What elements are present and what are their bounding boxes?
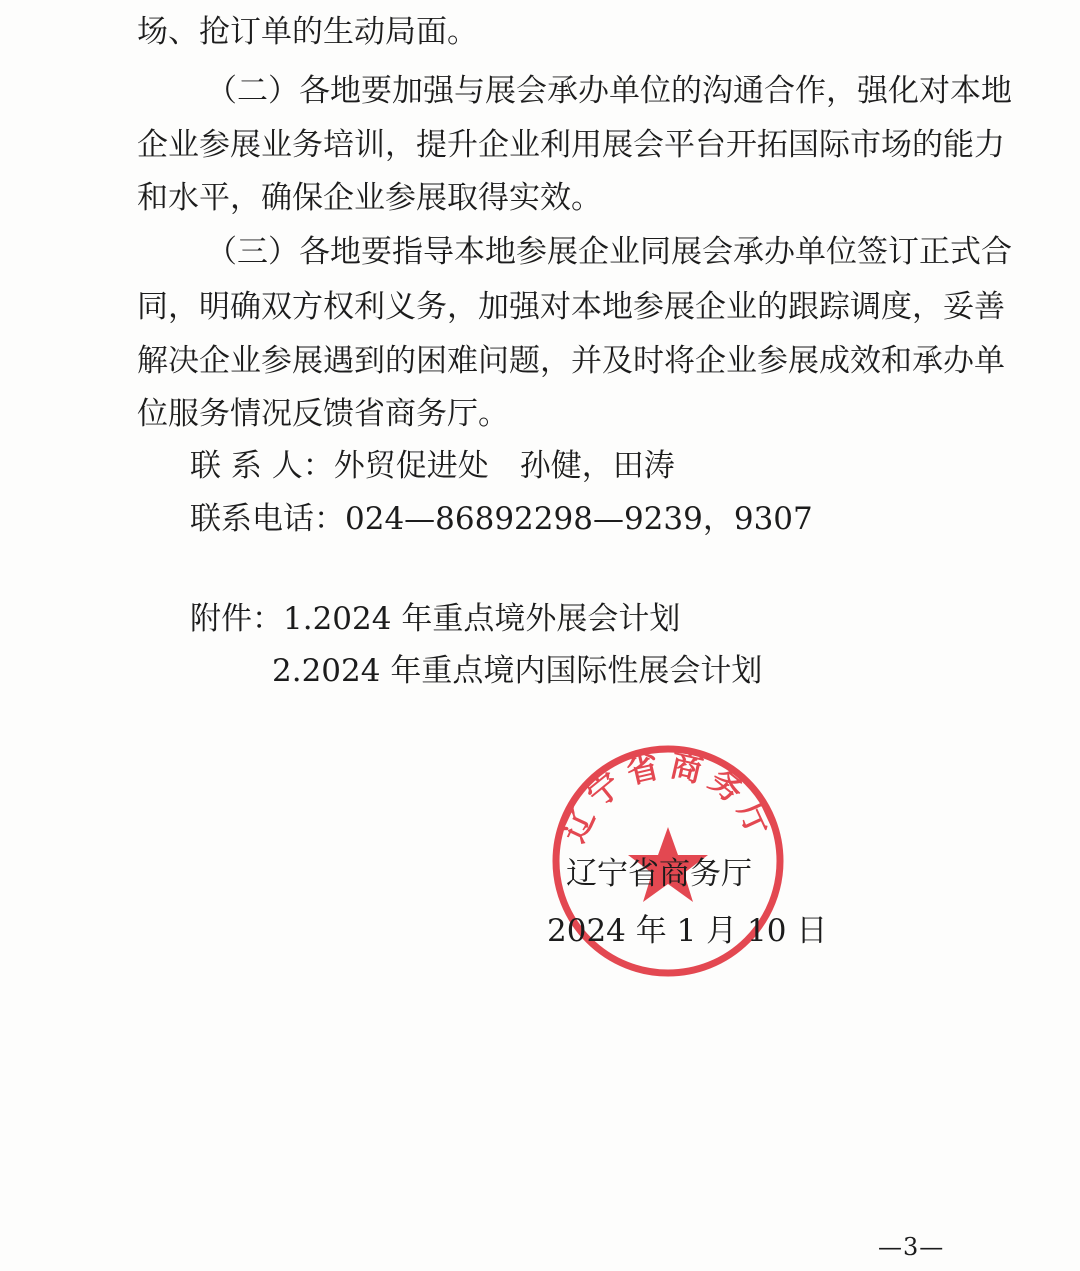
signature-date: 2024 年 1 月 10 日 (547, 913, 828, 949)
paragraph-line: 同，明确双方权利义务，加强对本地参展企业的跟踪调度，妥善 (137, 289, 1005, 325)
page-number: —3— (878, 1233, 945, 1261)
paragraph-line: 场、抢订单的生动局面。 (137, 14, 478, 50)
paragraph-line: （二）各地要加强与展会承办单位的沟通合作，强化对本地 (206, 73, 1012, 109)
seal-text: 辽宁省商务厅 (554, 745, 782, 848)
attachment-item: 2.2024 年重点境内国际性展会计划 (272, 653, 763, 689)
contact-person: 联 系 人：外贸促进处 孙健，田涛 (190, 448, 675, 484)
paragraph-line: 和水平，确保企业参展取得实效。 (137, 180, 602, 216)
paragraph-line: （三）各地要指导本地参展企业同展会承办单位签订正式合 (206, 234, 1012, 270)
contact-phone: 联系电话：024—86892298—9239，9307 (190, 501, 813, 537)
paragraph-line: 位服务情况反馈省商务厅。 (137, 396, 509, 432)
signature-organization: 辽宁省商务厅 (566, 856, 752, 892)
paragraph-line: 解决企业参展遇到的困难问题，并及时将企业参展成效和承办单 (137, 343, 1005, 379)
attachment-item: 附件：1.2024 年重点境外展会计划 (190, 601, 681, 637)
paragraph-line: 企业参展业务培训，提升企业利用展会平台开拓国际市场的能力 (137, 127, 1005, 163)
